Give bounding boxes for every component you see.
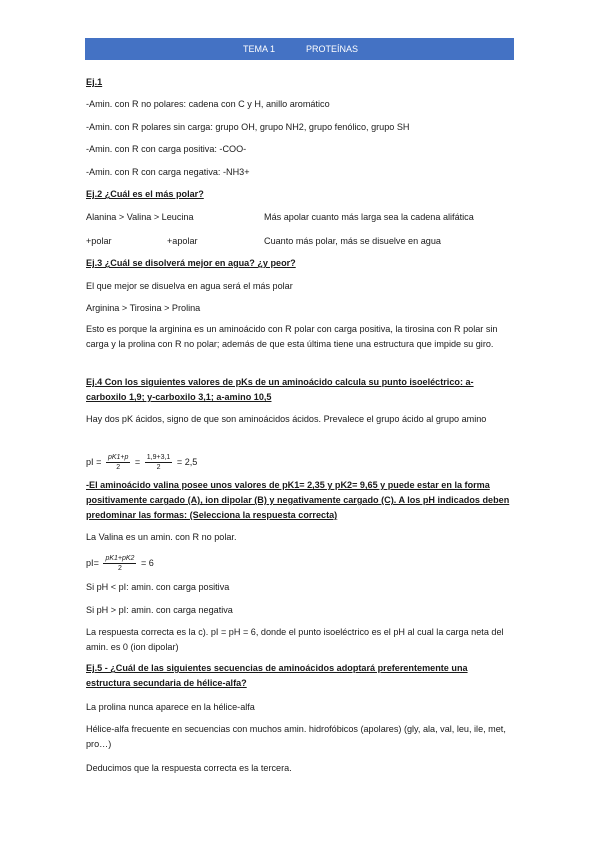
ej4-fraction-2 [145,453,173,472]
valina-formula-pre: pI= [86,558,99,568]
ej2-title: Ej.2 ¿Cuál es el más polar? [86,189,204,199]
ej2-note-2: Cuanto más polar, más se disuelve en agua [264,236,441,246]
ej2-note-1: Más apolar cuanto más larga sea la cadena alifática [264,212,474,222]
ej3-title: Ej.3 ¿Cuál se disolverá mejor en agua? ¿y peor? [86,258,296,268]
ej2-polar: +polar [86,236,112,246]
ej4-fraction-1-den: 2 [116,464,121,472]
ej3-paragraph: Esto es porque la arginina es un aminoácido con R polar con carga positiva, la tirosina con R polar sin carga y la prolina con R no polar; además de que esta última tiene una estructura que impide su giro. [86,324,498,349]
ej4-fraction-1 [106,453,130,472]
ej4-fraction-2-den: 2 [156,464,161,472]
header-bar [85,38,514,60]
ej5-paragraph: Hélice-alfa frecuente en secuencias con muchos amin. hidrofóbicos (apolares) (gly, ala, val, leu, ile, met, pro…) [86,724,506,749]
valina-line-2: Si pH < pI: amin. con carga positiva [86,582,230,592]
ej2-apolar: +apolar [167,236,198,246]
ej4-formula-eq: = [134,457,141,467]
header-tema: TEMA 1 [243,44,276,54]
ej4-formula-result: = 2,5 [176,457,198,467]
header-title: PROTEÍNAS [306,44,359,54]
valina-line-3: Si pH > pI: amin. con carga negativa [86,605,233,615]
ej1-line-3: -Amin. con R con carga positiva: -COO- [86,144,247,154]
valina-fraction-den: 2 [117,565,122,573]
ej1-line-4: -Amin. con R con carga negativa: -NH3+ [86,167,250,177]
ej3-line-1: El que mejor se disuelva en agua será el más polar [86,281,293,291]
valina-paragraph: La respuesta correcta es la c). pI = pH = 6, donde el punto isoeléctrico es el pH al cual la carga neta del amin. es 0 (ion dipolar) [86,627,504,652]
valina-fraction-num: pK1+pK2 [105,555,135,563]
ej2-order: Alanina > Valina > Leucina [86,212,194,222]
valina-formula-result: = 6 [140,558,154,568]
ej5-line-2: Deducimos que la respuesta correcta es la tercera. [86,763,292,773]
ej1-line-2: -Amin. con R polares sin carga: grupo OH, grupo NH2, grupo fenólico, grupo SH [86,122,410,132]
ej4-fraction-2-num: 1,9+3,1 [146,454,171,462]
valina-fraction [103,554,136,573]
ej4-formula-pre: pI = [86,457,102,467]
valina-line-1: La Valina es un amin. con R no polar. [86,532,237,542]
ej4-formula [86,450,197,474]
valina-formula [86,551,154,575]
ej1-title: Ej.1 [86,77,103,87]
ej3-line-2: Arginina > Tirosina > Prolina [86,303,201,313]
ej5-title: Ej.5 - ¿Cuál de las siguientes secuencias de aminoácidos adoptará preferentemente una estructura secundaria de hélice-alfa? [86,663,468,688]
ej4-fraction-1-num: pK1+p [107,454,129,462]
ej1-line-1: -Amin. con R no polares: cadena con C y H, anillo aromático [86,99,330,109]
valina-title: -El aminoácido valina posee unos valores de pK1= 2,35 y pK2= 9,65 y puede estar en la forma positivamente cargado (A), ion dipolar (B) y negativamente cargado (C). A los pH indicados deben predominar las formas: (Selecciona la respuesta correcta) [86,480,510,520]
ej4-title: Ej.4 Con los siguientes valores de pKs de un aminoácido calcula su punto isoeléctrico: a-carboxilo 1,9; y-carboxilo 3,1; a-amino 10,5 [86,377,474,402]
ej4-paragraph: Hay dos pK ácidos, signo de que son aminoácidos ácidos. Prevalece el grupo ácido al grupo amino [86,414,487,424]
ej5-line-1: La prolina nunca aparece en la hélice-alfa [86,702,255,712]
